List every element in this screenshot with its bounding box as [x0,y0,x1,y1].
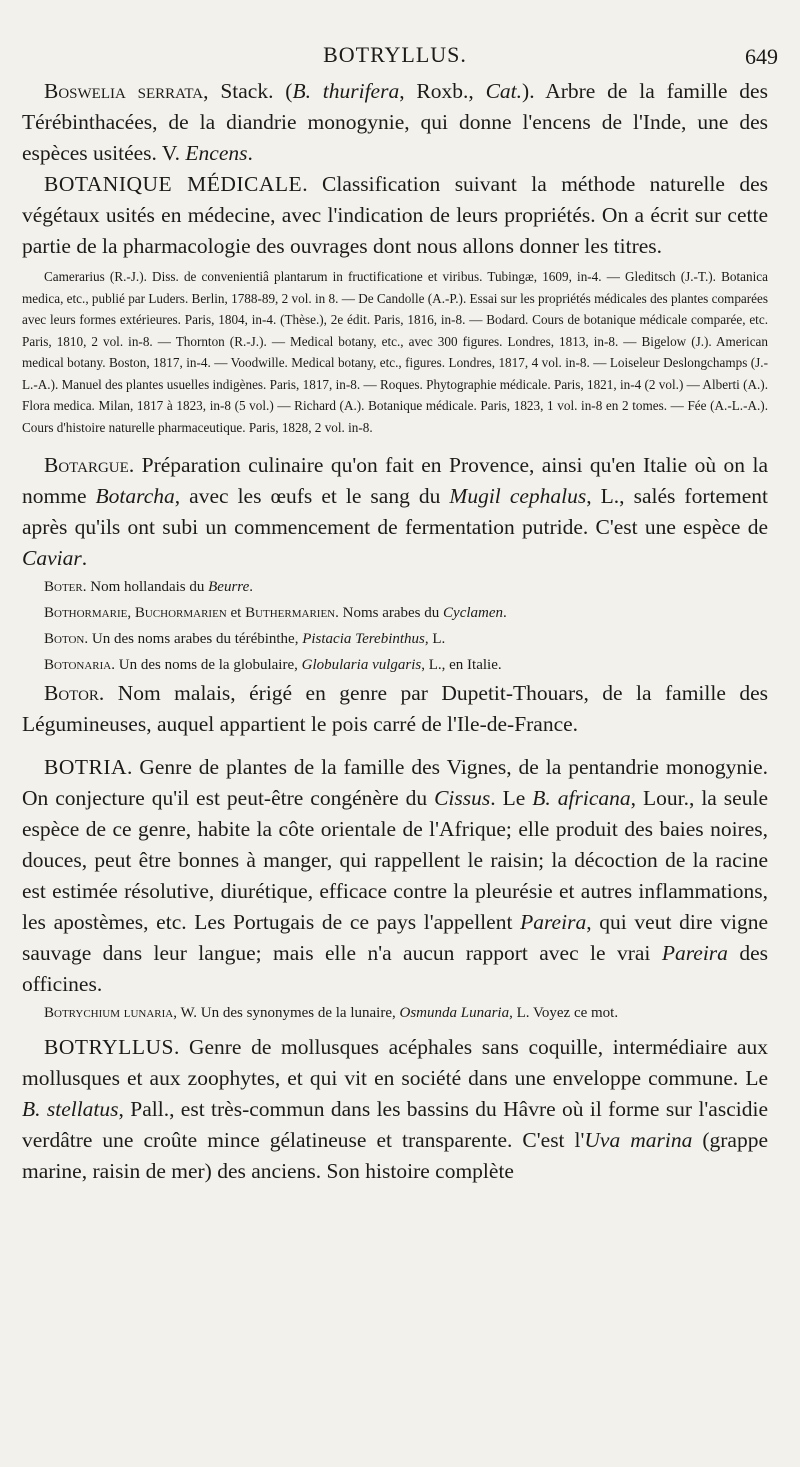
entry-term: Botonaria [44,657,112,673]
entry-term: Boswelia serrata [44,79,204,103]
entry-term: Boter [44,579,83,595]
entry-boswelia: Boswelia serrata, Stack. (B. thurifera, Roxb., Cat.). Arbre de la famille des Térébinthacées, de la diandrie monogynie, qui donne l'encens de l'Inde, une des espèces usitées. V. Encens. [22,79,768,165]
entry-boter: Boter. Nom hollandais du Beurre. [44,579,253,595]
entry-term: BOTRIA [44,755,128,779]
page [22,36,778,1187]
running-title: BOTRYLLUS. [323,42,467,67]
entry-term: Botor [44,681,99,705]
entry-boton: Boton. Un des noms arabes du térébinthe, Pistacia Terebinthus, L. [44,631,446,647]
entry-term: BOTANIQUE MÉDICALE [44,172,303,196]
entry-botanique-medicale: BOTANIQUE MÉDICALE. Classification suivant la méthode naturelle des végétaux usités en médecine, avec l'indication de leurs propriétés. On a écrit sur cette partie de la pharmacologie des ouvrages dont nous allons donner les titres. [22,172,768,258]
entry-botrychium: Botrychium lunaria, W. Un des synonymes de la lunaire, Osmunda Lunaria, L. Voyez ce mot. [44,1005,619,1021]
page-number: 649 [745,44,778,69]
entry-term: Boton [44,631,85,647]
entry-botonaria: Botonaria. Un des noms de la globulaire, Globularia vulgaris, L., en Italie. [44,657,502,673]
entry-botor: Botor. Nom malais, érigé en genre par Dupetit-Thouars, de la famille des Légumineuses, auquel appartient le pois carré de l'Ile-de-France. [22,681,768,736]
entry-botria: BOTRIA. Genre de plantes de la famille des Vignes, de la pentandrie monogynie. On conjecture qu'il est peut-être congénère du Cissus. Le B. africana, Lour., la seule espèce de ce genre, habite la côte orientale de l'Afrique; elle produit des baies noires, douces, peut être bonnes à manger, qui rappellent le raisin; la décoction de la racine est estimée résolutive, diurétique, efficace contre la pleurésie et autres inflammations, les apostèmes, etc. Les Portugais de ce pays l'appellent Pareira, qui veut dire vigne sauvage dans leur langue; mais elle n'a aucun rapport avec le vrai Pareira des officines. [22,755,768,996]
bibliography: Camerarius (R.-J.). Diss. de convenientiâ plantarum in fructificatione et viribus. Tubingæ, 1609, in-4. — Gleditsch (J.-T.). Botanica medica, etc., publié par Luders. Berlin, 1788-89, 2 vol. in 8. — De Candolle (A.-P.). Essai sur les propriétés médicales des plantes comparées avec leurs formes extérieures. Paris, 1804, in-4. (Thèse.), 2e édit. Paris, 1816, in-8. — Bodard. Cours de botanique médicale comparée, etc. Paris, 1810, 2 vol. in-8. — Thornton (R.-J.). — Medical botany, etc., avec 300 figures. Londres, 1813, in-8. — Bigelow (J.). American medical botany. Boston, 1817, in-4. — Voodwille. Medical botany, etc., figures. Londres, 1817, 4 vol. in-8. — Loiseleur Deslongchamps (J.-L.-A.). Manuel des plantes usuelles indigènes. Paris, 1817, in-8. — Roques. Phytographie médicale. Paris, 1821, in-4 (2 vol.) — Alberti (A.). Flora medica. Milan, 1817 à 1823, in-8 (5 vol.) — Richard (A.). Botanique médicale. Paris, 1823, 1 vol. in-8 en 2 tomes. — Fée (A.-L.-A.). Cours d'histoire naturelle pharmaceutique. Paris, 1828, 2 vol. in-8. [22,269,768,435]
entry-term: Botargue [44,453,129,477]
running-head [22,36,778,76]
entry-botryllus: BOTRYLLUS. Genre de mollusques acéphales sans coquille, intermédiaire aux mollusques et aux zoophytes, et qui vit en société dans une enveloppe commune. Le B. stellatus, Pall., est très-commun dans les bassins du Hâvre où il forme sur l'ascidie verdâtre une croûte mince gélatineuse et transparente. C'est l'Uva marina (grappe marine, raisin de mer) des anciens. Son histoire complète [22,1035,769,1183]
entry-term: Botrychium lunaria [44,1005,174,1021]
entry-term: Bothormarie, Buchormarien [44,605,227,621]
entry-term: BOTRYLLUS [44,1035,174,1059]
entry-bothormarie: Bothormarie, Buchormarien et Buthermarien. Noms arabes du Cyclamen. [44,605,507,621]
entry-botargue: Botargue. Préparation culinaire qu'on fait en Provence, ainsi qu'en Italie où on la nomme Botarcha, avec les œufs et le sang du Mugil cephalus, L., salés fortement après qu'ils ont subi un commencement de fermentation putride. C'est une espèce de Caviar. [22,453,768,570]
